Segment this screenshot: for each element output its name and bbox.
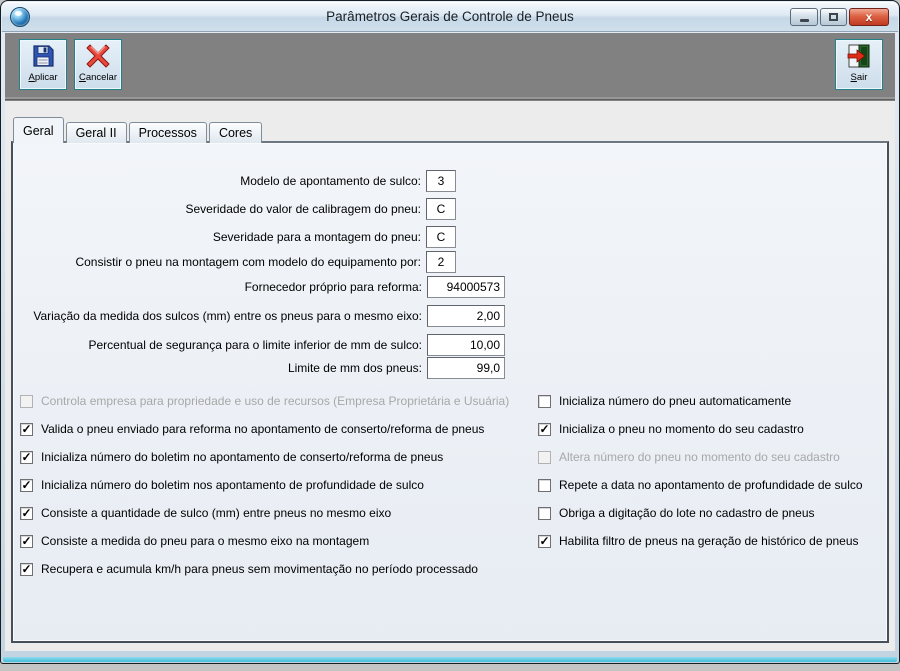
checkbox-valida-pneu-reforma[interactable] [20, 422, 484, 436]
checkbox-box [538, 395, 551, 408]
maximize-icon [829, 13, 838, 21]
cancel-button-label: Cancelar [78, 72, 118, 83]
checkbox-altera-numero-pneu[interactable] [538, 450, 840, 464]
field-label: Variação da medida dos sulcos (mm) entre os pneus para o mesmo eixo: [33, 309, 422, 323]
checkbox-label: Inicializa número do boletim nos apontamento de profundidade de sulco [41, 478, 424, 492]
exit-button-label: Sair [850, 72, 868, 83]
save-icon [30, 43, 56, 69]
cancel-button[interactable] [74, 39, 122, 90]
checkbox-inicializa-pneu-cadastro[interactable] [538, 422, 804, 436]
field-label: Percentual de segurança para o limite inferior de mm de sulco: [88, 338, 422, 352]
minimize-icon [800, 19, 809, 22]
field-label: Limite de mm dos pneus: [287, 361, 422, 375]
checkbox-box [20, 395, 33, 408]
cancel-x-icon [85, 43, 111, 69]
form-content [5, 101, 895, 651]
tab-geral[interactable]: Geral [13, 117, 64, 143]
checkbox-recupera-kmh[interactable] [20, 562, 478, 576]
checkbox-box: ✓ [539, 533, 550, 548]
checkbox-box: ✓ [21, 477, 32, 492]
tab-strip [13, 117, 262, 143]
input-severidade-montagem[interactable] [426, 226, 456, 248]
client-area [5, 33, 895, 651]
checkbox-repete-data-apontamento[interactable] [538, 478, 863, 492]
close-button[interactable] [849, 8, 889, 26]
checkbox-obriga-digitacao-lote[interactable] [538, 506, 815, 520]
maximize-button[interactable] [820, 8, 847, 26]
checkbox-label: Habilita filtro de pneus na geração de histórico de pneus [559, 534, 859, 548]
input-modelo-apontamento-sulco[interactable] [426, 170, 456, 192]
field-row-limite-mm [288, 357, 505, 379]
tab-cores[interactable]: Cores [209, 122, 262, 143]
checkbox-box: ✓ [21, 561, 32, 576]
checkbox-label: Controla empresa para propriedade e uso de recursos (Empresa Proprietária e Usuária) [41, 394, 510, 408]
checkbox-box: ✓ [21, 449, 32, 464]
checkbox-label: Obriga a digitação do lote no cadastro de pneus [559, 506, 815, 520]
checkbox-label: Valida o pneu enviado para reforma no apontamento de conserto/reforma de pneus [41, 422, 485, 436]
field-row-severidade-calibragem [186, 198, 457, 220]
field-label: Modelo de apontamento de sulco: [240, 174, 421, 188]
field-row-consistir-pneu-montagem [75, 251, 456, 273]
checkbox-box: ✓ [539, 421, 550, 436]
window-bottom-accent [3, 657, 897, 662]
checkbox-inicializa-numero-pneu[interactable] [538, 394, 791, 408]
input-fornecedor-reforma[interactable] [427, 276, 505, 298]
field-label: Consistir o pneu na montagem com modelo do equipamento por: [75, 255, 421, 269]
input-limite-mm-pneus[interactable] [427, 357, 505, 379]
field-row-percentual-seguranca [88, 334, 505, 356]
checkbox-inicializa-boletim-profundidade[interactable] [20, 478, 424, 492]
tab-processos[interactable]: Processos [129, 122, 207, 143]
checkbox-label: Recupera e acumula km/h para pneus sem movimentação no período processado [41, 562, 478, 576]
checkbox-consiste-quantidade-sulco[interactable] [20, 506, 391, 520]
checkbox-label: Inicializa número do pneu automaticamente [559, 394, 792, 408]
checkbox-inicializa-boletim-conserto[interactable] [20, 450, 443, 464]
titlebar[interactable] [2, 2, 898, 32]
checkbox-label: Inicializa o pneu no momento do seu cadastro [559, 422, 804, 436]
apply-button-label: Aplicar [28, 72, 58, 83]
apply-button[interactable] [19, 39, 67, 90]
checkbox-box [538, 507, 551, 520]
field-label: Severidade para a montagem do pneu: [212, 230, 421, 244]
toolbar [5, 33, 895, 100]
input-severidade-calibragem[interactable] [426, 198, 456, 220]
window-title: Parâmetros Gerais de Controle de Pneus [326, 9, 574, 24]
field-row-modelo-apontamento [240, 170, 456, 192]
checkbox-box [538, 451, 551, 464]
field-row-variacao-sulcos [33, 305, 505, 327]
tab-geral-ii[interactable]: Geral II [66, 122, 127, 143]
checkbox-label: Consiste a medida do pneu para o mesmo eixo na montagem [41, 534, 370, 548]
input-consistir-pneu-montagem[interactable] [426, 251, 456, 273]
close-icon: x [865, 10, 873, 24]
minimize-button[interactable] [790, 8, 818, 26]
checkbox-label: Inicializa número do boletim no apontamento de conserto/reforma de pneus [41, 450, 444, 464]
checkbox-box: ✓ [21, 505, 32, 520]
checkbox-box: ✓ [21, 533, 32, 548]
exit-button[interactable] [835, 39, 883, 90]
checkbox-controla-empresa[interactable] [20, 394, 509, 408]
checkbox-consiste-medida-pneu[interactable] [20, 534, 369, 548]
checkbox-box [538, 479, 551, 492]
input-variacao-sulcos[interactable] [427, 305, 505, 327]
field-row-severidade-montagem [213, 226, 456, 248]
input-percentual-seguranca[interactable] [427, 334, 505, 356]
window-controls [790, 8, 889, 26]
checkbox-box: ✓ [21, 421, 32, 436]
checkbox-label: Repete a data no apontamento de profundidade de sulco [559, 478, 863, 492]
field-label: Fornecedor próprio para reforma: [244, 280, 422, 294]
field-label: Severidade do valor de calibragem do pneu: [185, 202, 421, 216]
tab-page-geral [11, 141, 889, 643]
exit-door-icon [846, 43, 872, 69]
checkbox-label: Altera número do pneu no momento do seu cadastro [559, 450, 840, 464]
checkbox-label: Consiste a quantidade de sulco (mm) entre pneus no mesmo eixo [41, 506, 392, 520]
checkbox-habilita-filtro-historico[interactable] [538, 534, 859, 548]
field-row-fornecedor-reforma [245, 276, 505, 298]
